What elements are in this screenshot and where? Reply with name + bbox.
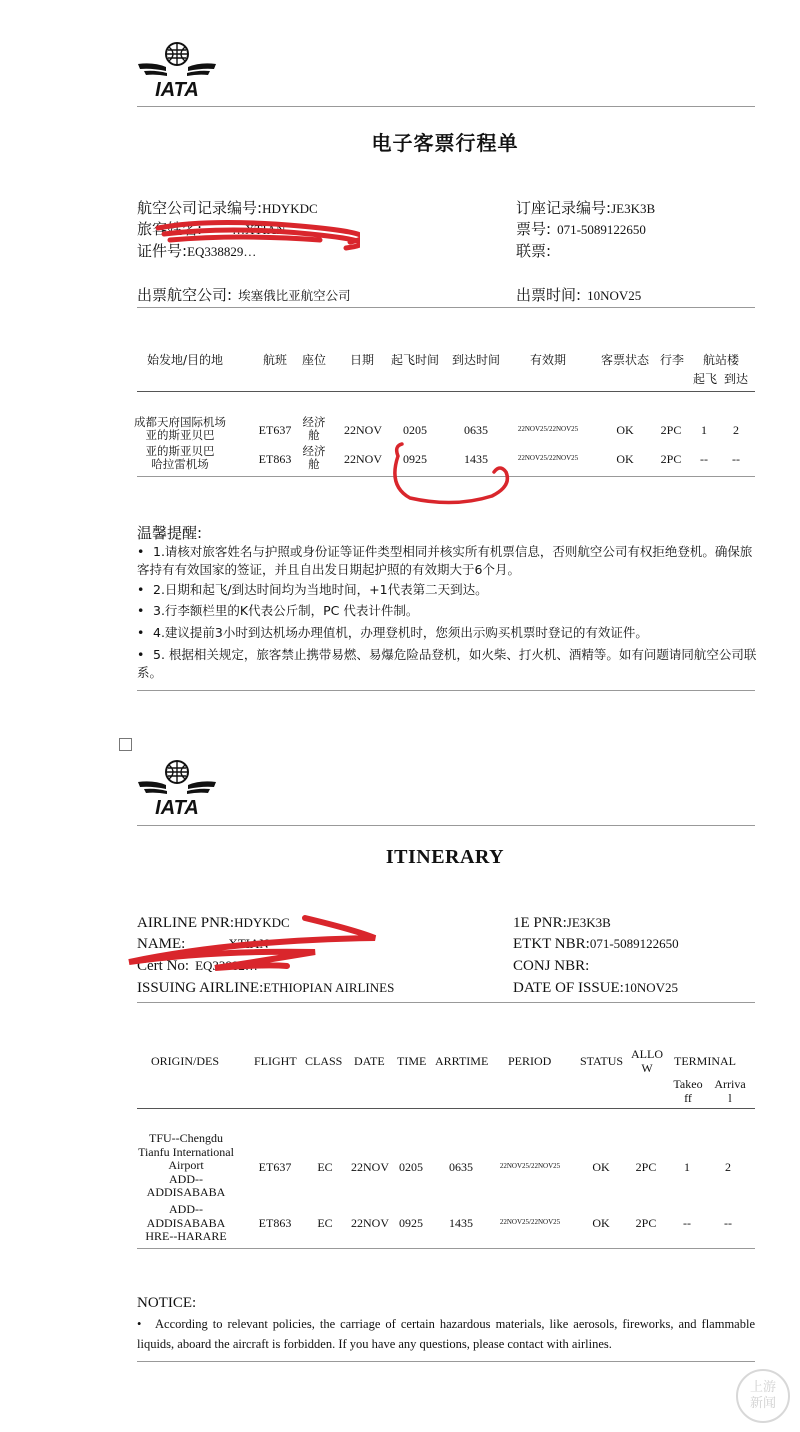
notes-rule xyxy=(137,690,755,691)
th-origin: ORIGIN/DES xyxy=(151,1054,219,1068)
header-rule xyxy=(137,106,755,107)
highlight-circle xyxy=(384,438,519,506)
table-header-rule xyxy=(137,391,755,392)
table-header-rule xyxy=(137,1108,755,1109)
th-period: PERIOD xyxy=(508,1054,552,1068)
th-flight: 航班 xyxy=(263,353,288,367)
page-title-en: ITINERARY xyxy=(385,846,505,868)
cn-note: • 1.请核对旅客姓名与护照或身份证等证件类型相同并核实所有机票信息，否则航空公司有权拒绝登机。确保旅客持有有效国家的签证，并且自出发日期起护照的有效期大于6个月。 xyxy=(137,544,753,577)
page-title-cn: 电子客票行程单 xyxy=(371,131,519,155)
cn-conj: 联票: xyxy=(516,242,552,260)
th-class: 座位 xyxy=(302,353,327,367)
en-issue-date: DATE OF ISSUE:10NOV25 xyxy=(513,980,679,996)
th-arrtime: ARRTIME xyxy=(435,1054,489,1068)
en-cert: Cert No: EQ33882… xyxy=(137,958,258,974)
th-arrival: Arriva l xyxy=(714,1077,746,1105)
en-notice-title: NOTICE: xyxy=(137,1295,197,1311)
cn-note: • 2.日期和起飞/到达时间均为当地时间，+1代表第二天到达。 xyxy=(137,582,488,597)
cn-issue-time: 出票时间: 10NOV25 xyxy=(516,286,642,304)
iata-logo xyxy=(136,40,218,98)
en-name: NAME: …XTIAN xyxy=(137,936,269,952)
table-bottom-rule xyxy=(137,1248,755,1249)
header-rule xyxy=(137,825,755,826)
th-terminal: 航站楼 xyxy=(703,353,740,367)
svg-text:IATA: IATA xyxy=(155,79,199,98)
th-time: TIME xyxy=(397,1054,427,1068)
th-period: 有效期 xyxy=(530,353,567,367)
cn-issuer: 出票航空公司: 埃塞俄比亚航空公司 xyxy=(137,286,351,304)
en-pnr: AIRLINE PNR:HDYKDC xyxy=(137,915,290,931)
th-status: STATUS xyxy=(580,1054,624,1068)
cn-note: • 5. 根据相关规定，旅客禁止携带易燃、易爆危险品登机，如火柴、打火机、酒精等。如有问题请同航空公司联系。 xyxy=(137,647,757,680)
cn-name: 旅客姓名: …XTIAN xyxy=(137,220,286,238)
en-etkt: ETKT NBR:071-5089122650 xyxy=(513,936,679,952)
info-rule xyxy=(137,1002,755,1003)
cn-ticket: 票号: 071-5089122650 xyxy=(516,220,646,238)
th-arrive: 到达 xyxy=(724,372,749,386)
th-bag: 行李 xyxy=(660,353,685,367)
th-allow: ALLO W xyxy=(631,1047,663,1075)
cn-notes-title: 温馨提醒: xyxy=(137,524,203,542)
watermark-logo: 上游 新闻 xyxy=(736,1369,790,1423)
th-takeoff: Takeo ff xyxy=(673,1077,703,1105)
cn-note: • 4.建议提前3小时到达机场办理值机，办理登机时，您须出示购买机票时登记的有效证件。 xyxy=(137,625,648,640)
cn-id: 证件号:EQ338829… xyxy=(137,242,257,260)
en-issuer: ISSUING AIRLINE:ETHIOPIAN AIRLINES xyxy=(137,980,395,996)
th-origin: 始发地/目的地 xyxy=(147,353,224,367)
cn-pnr: 航空公司记录编号:HDYKDC xyxy=(137,199,318,217)
table-bottom-rule xyxy=(137,476,755,477)
th-class: CLASS xyxy=(305,1054,343,1068)
th-date: DATE xyxy=(354,1054,385,1068)
th-arr: 到达时间 xyxy=(452,353,501,367)
info-rule xyxy=(137,307,755,308)
checkbox[interactable] xyxy=(119,738,132,751)
svg-text:IATA: IATA xyxy=(155,797,199,816)
th-dep: 起飞时间 xyxy=(391,353,440,367)
en-1e-pnr: 1E PNR:JE3K3B xyxy=(513,915,611,931)
en-notice-text: • According to relevant policies, the carriage of certain hazardous materials, like aerosols, fireworks, and flammable liquids, aboard the aircraft is forbidden. If you have any questions, please contact with airlines. xyxy=(137,1317,755,1351)
cn-booking: 订座记录编号:JE3K3B xyxy=(516,199,656,217)
notice-rule xyxy=(137,1361,755,1362)
iata-logo xyxy=(136,758,218,816)
th-status: 客票状态 xyxy=(601,353,650,367)
th-date: 日期 xyxy=(350,353,375,367)
en-conj: CONJ NBR: xyxy=(513,958,590,974)
th-takeoff: 起飞 xyxy=(693,372,718,386)
th-flight: FLIGHT xyxy=(254,1054,297,1068)
th-terminal: TERMINAL xyxy=(674,1054,736,1068)
cn-note: • 3.行李额栏里的K代表公斤制，PC 代表计件制。 xyxy=(137,603,419,618)
